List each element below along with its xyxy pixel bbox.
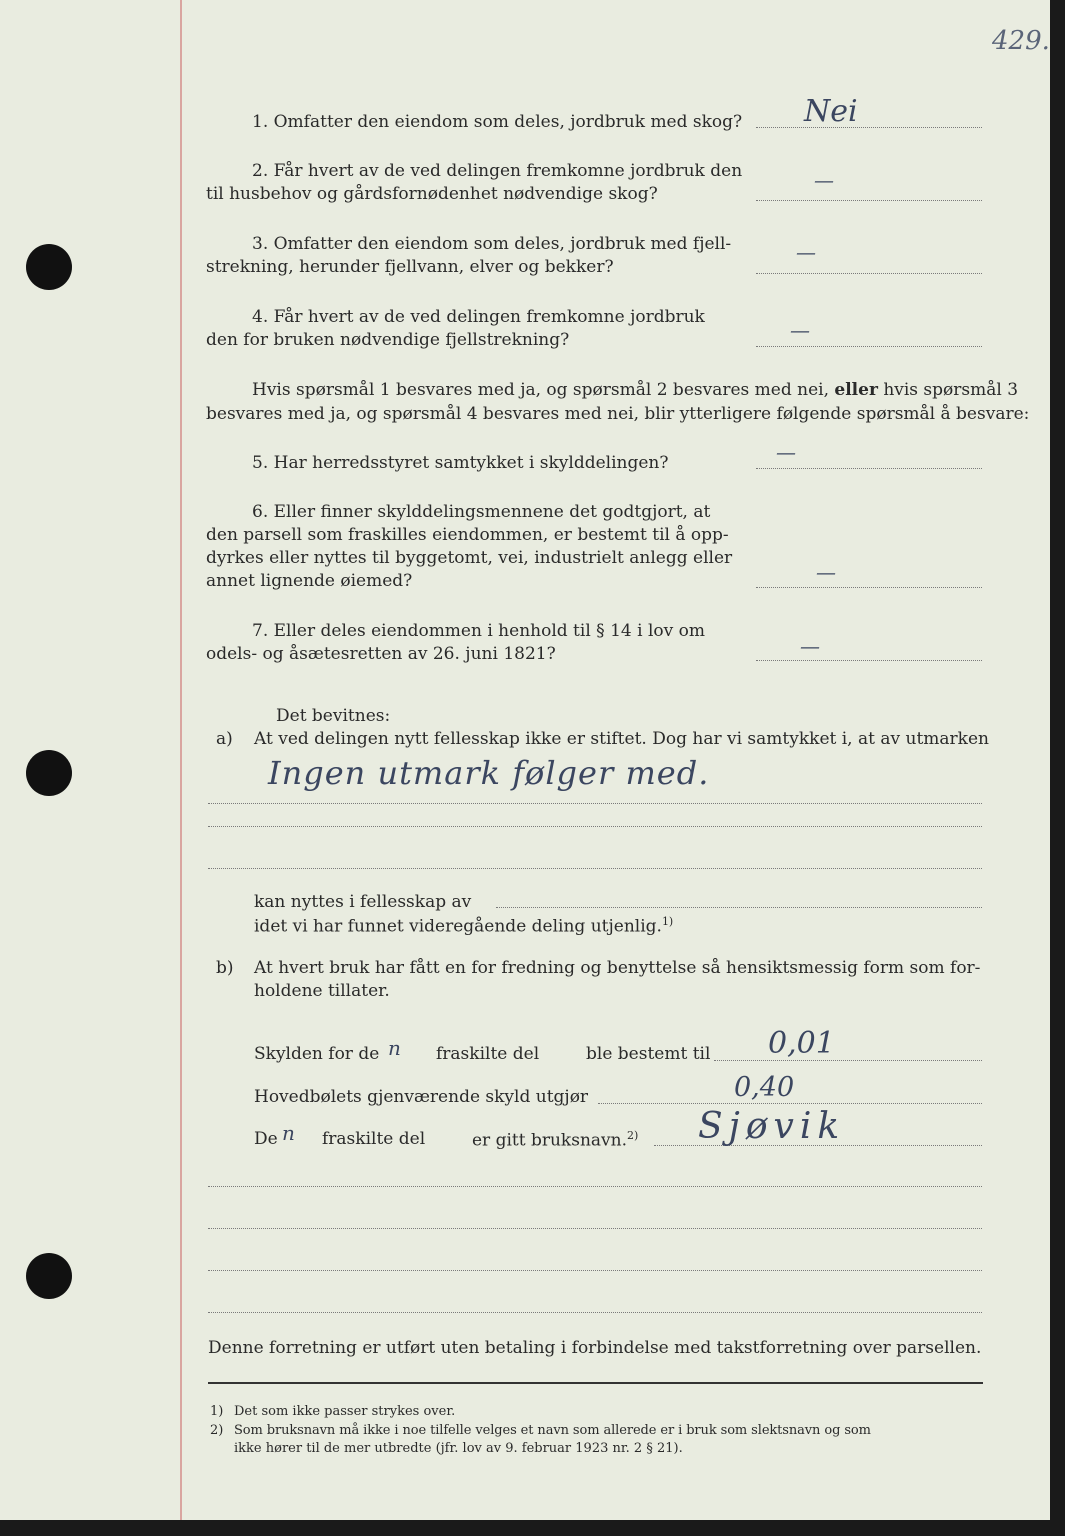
conditional-bold: eller (834, 380, 878, 400)
margin-line (180, 0, 182, 1520)
answer-line (756, 127, 982, 128)
conditional-line1 (252, 380, 1018, 400)
answer-6: — (816, 560, 836, 584)
payment-note: Denne forretning er utført uten betaling i forbindelse med takstforretning over parsellen. (208, 1338, 982, 1358)
main-skyld-label: Hovedbølets gjenværende skyld utgjør (254, 1087, 589, 1107)
attest-b-line2: holdene tillater. (254, 981, 390, 1001)
attest-heading: Det bevitnes: (276, 706, 391, 726)
conditional-text-b: hvis spørsmål 3 (883, 380, 1019, 400)
answer-3: — (796, 240, 816, 264)
question-7-line1: 7. Eller deles eiendommen i henhold til § 14 i lov om (252, 621, 705, 641)
footnote-2-mark: 2) (210, 1423, 224, 1438)
answer-line (756, 273, 982, 274)
conditional-text-a: Hvis spørsmål 1 besvares med ja, og spørsmål 2 besvares med nei, (252, 380, 829, 400)
question-3-line1: 3. Omfatter den eiendom som deles, jordbruk med fjell- (252, 234, 732, 254)
common-line2 (254, 915, 673, 937)
punch-hole (26, 1253, 72, 1299)
common-line1: kan nyttes i fellesskap av (254, 892, 472, 912)
skyld-label-b: fraskilte del (436, 1044, 540, 1064)
fill-line (208, 803, 982, 804)
fill-line (208, 868, 982, 869)
question-2-line1: 2. Får hvert av de ved delingen fremkomne jordbruk den (252, 161, 743, 181)
answer-2: — (814, 168, 834, 192)
answer-1: Nei (804, 94, 858, 129)
answer-line (756, 346, 982, 347)
fill-line (208, 1186, 982, 1187)
name-value: Sjøvik (698, 1106, 846, 1147)
attest-a-handwritten: Ingen utmark følger med. (268, 754, 710, 792)
attest-a-marker: a) (216, 729, 233, 749)
conditional-line2: besvares med ja, og spørsmål 4 besvares med nei, blir ytterligere følgende spørsmål å besvare: (206, 404, 1030, 424)
question-7-line2: odels- og åsætesretten av 26. juni 1821? (206, 644, 556, 664)
fill-line (208, 1270, 982, 1271)
skyld-hand-a: n (388, 1036, 401, 1060)
question-1: 1. Omfatter den eiendom som deles, jordbruk med skog? (252, 112, 743, 132)
footnote-2-line2: ikke hører til de mer utbredte (jfr. lov av 9. februar 1923 nr. 2 § 21). (234, 1441, 683, 1456)
fill-line (496, 907, 982, 908)
answer-line (756, 200, 982, 201)
attest-b-line1: At hvert bruk har fått en for fredning og benyttelse så hensiktsmessig form som for- (254, 958, 981, 978)
punch-hole (26, 244, 72, 290)
footnote-2-line1: Som bruksnavn må ikke i noe tilfelle velges et navn som allerede er i bruk som slektsnavn og som (234, 1423, 871, 1438)
answer-7: — (800, 634, 820, 658)
name-label-b: fraskilte del (322, 1129, 426, 1149)
page-number: 429. (992, 26, 1050, 56)
answer-line (756, 587, 982, 588)
name-label-a: De (254, 1129, 278, 1149)
fill-line (598, 1103, 982, 1104)
name-hand: n (282, 1121, 295, 1145)
question-4-line2: den for bruken nødvendige fjellstrekning? (206, 330, 570, 350)
fill-line (208, 826, 982, 827)
answer-4: — (790, 318, 810, 342)
main-skyld-value: 0,40 (734, 1072, 795, 1103)
attest-b-marker: b) (216, 958, 234, 978)
question-6-line2: den parsell som fraskilles eiendommen, er bestemt til å opp- (206, 525, 729, 545)
name-label-c: er gitt bruksnavn. (472, 1130, 628, 1151)
question-6-line4: annet lignende øiemed? (206, 571, 413, 591)
answer-5: — (776, 440, 796, 464)
footnote-ref: 2) (627, 1129, 639, 1142)
question-2-line2: til husbehov og gårdsfornødenhet nødvendige skog? (206, 184, 658, 204)
answer-line (756, 660, 982, 661)
skyld-label-c: ble bestemt til (586, 1044, 711, 1064)
name-label-c-wrap (472, 1129, 638, 1151)
answer-line (756, 468, 982, 469)
common-line2-text: idet vi har funnet videregående deling utjenlig. (254, 916, 662, 937)
footnote-rule (208, 1382, 983, 1384)
question-4-line1: 4. Får hvert av de ved delingen fremkomne jordbruk (252, 307, 705, 327)
question-6-line1: 6. Eller finner skylddelingsmennene det godtgjort, at (252, 502, 711, 522)
question-3-line2: strekning, herunder fjellvann, elver og bekker? (206, 257, 614, 277)
fill-line (208, 1228, 982, 1229)
attest-a-text: At ved delingen nytt fellesskap ikke er stiftet. Dog har vi samtykket i, at av utmarken (254, 729, 989, 749)
footnote-ref: 1) (661, 915, 674, 928)
skyld-value: 0,01 (768, 1026, 835, 1061)
fill-line (208, 1312, 982, 1313)
punch-hole (26, 750, 72, 796)
fill-line (714, 1060, 982, 1061)
skyld-label-a: Skylden for de (254, 1044, 380, 1064)
footnote-1: Det som ikke passer strykes over. (234, 1404, 456, 1419)
question-6-line3: dyrkes eller nyttes til byggetomt, vei, industrielt anlegg eller (206, 548, 733, 568)
footnote-1-mark: 1) (210, 1404, 224, 1419)
question-5: 5. Har herredsstyret samtykket i skylddelingen? (252, 453, 669, 473)
